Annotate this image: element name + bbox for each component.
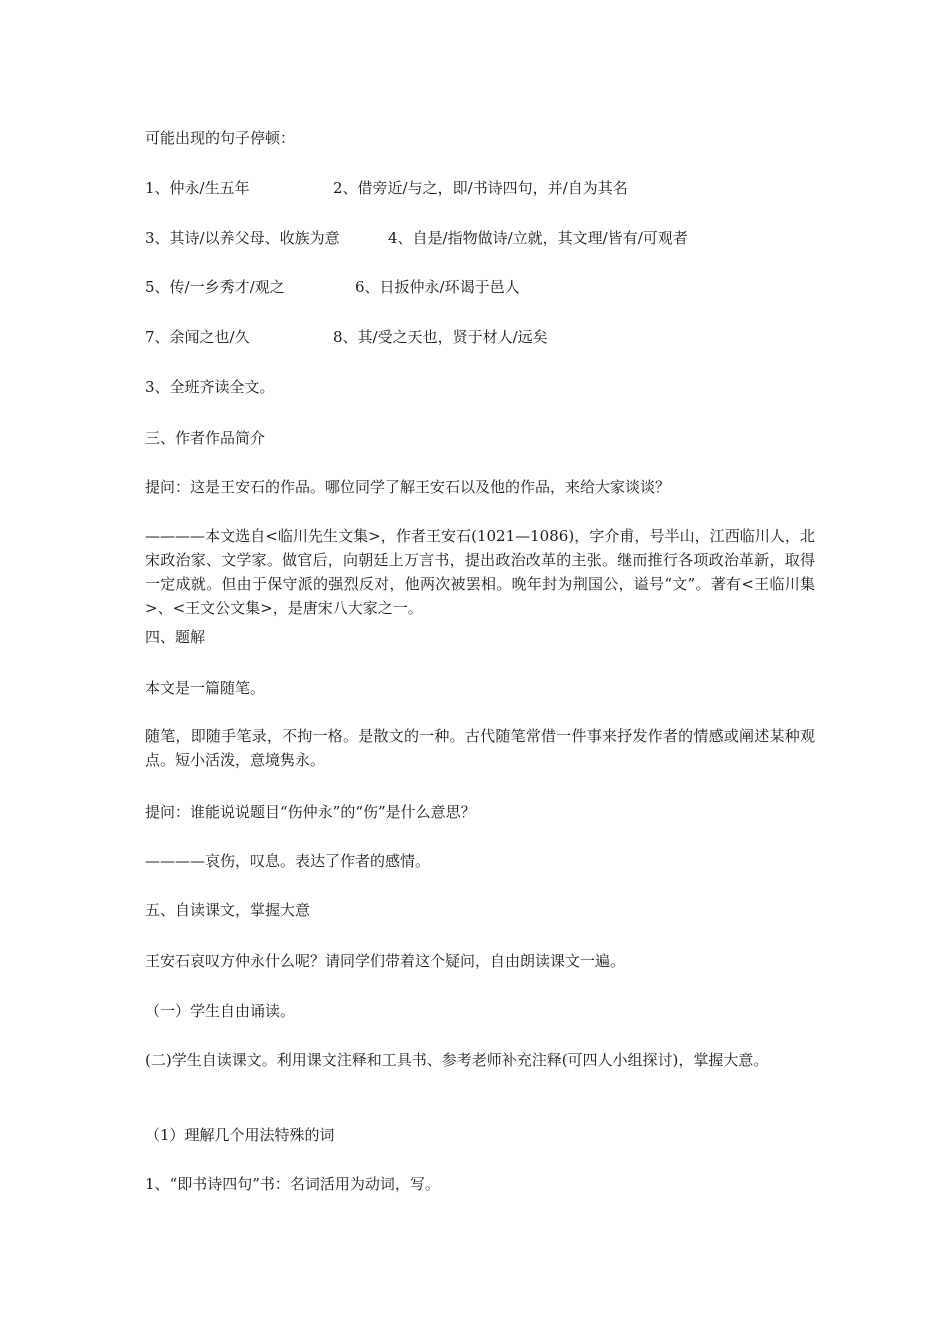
- pause-heading: 可能出现的句子停顿：: [145, 129, 296, 147]
- pause-item: 8、其/受之天也，贤于材人/远矣: [333, 328, 548, 346]
- pause-item: 2、借旁近/与之，即/书诗四句，并/自为其名: [333, 179, 628, 197]
- author-intro-paragraph: ————本文选自<临川先生文集>，作者王安石(1021—1086)，字介甫，号半山，江西临川人，北宋政治家、文学家。做官后，向朝廷上万言书，提出政治改革的主张。继而推行各项政治革新，取得一定成就。但由于保守派的强烈反对，他两次被罢相。晚年封为荆国公，谥号“文”。著有<王临川集>、<王文公文集>，是唐宋八大家之一。: [145, 527, 815, 617]
- pause-item: 6、日扳仲永/环谒于邑人: [355, 278, 520, 296]
- question-text: 提问：谁能说说题目“伤仲永”的“伤”是什么意思？: [145, 803, 476, 821]
- read-all-step: 3、全班齐读全文。: [145, 378, 275, 396]
- definition-paragraph: 随笔，即随手笔录，不拘一格。是散文的一种。古代随笔常借一件事来抒发作者的情感或阐述某种观点。短小活泼，意境隽永。: [145, 727, 815, 769]
- step-text: （一）学生自由诵读。: [145, 1002, 296, 1020]
- list-item: 1、“即书诗四句”书：名词活用为动词，写。: [145, 1175, 440, 1193]
- question-text: 提问：这是王安石的作品。哪位同学了解王安石以及他的作品，来给大家谈谈？: [145, 478, 671, 496]
- pause-item: 5、传/一乡秀才/观之: [145, 278, 285, 296]
- subheading: （1）理解几个用法特殊的词: [145, 1126, 335, 1144]
- pause-item: 1、仲永/生五年: [145, 179, 250, 197]
- body-text: 王安石哀叹方仲永什么呢？请同学们带着这个疑问，自由朗读课文一遍。: [145, 952, 626, 970]
- section-heading: 三、作者作品简介: [145, 429, 266, 447]
- pause-item: 4、自是/指物做诗/立就，其文理/皆有/可观者: [388, 229, 688, 247]
- answer-text: ————哀伤，叹息。表达了作者的感情。: [145, 852, 431, 870]
- body-text: 本文是一篇随笔。: [145, 679, 266, 697]
- section-heading: 四、题解: [145, 628, 206, 646]
- pause-item: 3、其诗/以养父母、收族为意: [145, 229, 340, 247]
- section-heading: 五、自读课文，掌握大意: [145, 901, 311, 919]
- step-paragraph: (二)学生自读课文。利用课文注释和工具书、参考老师补充注释(可四人小组探讨)，掌握大意。: [145, 1051, 769, 1069]
- pause-item: 7、余闻之也/久: [145, 328, 250, 346]
